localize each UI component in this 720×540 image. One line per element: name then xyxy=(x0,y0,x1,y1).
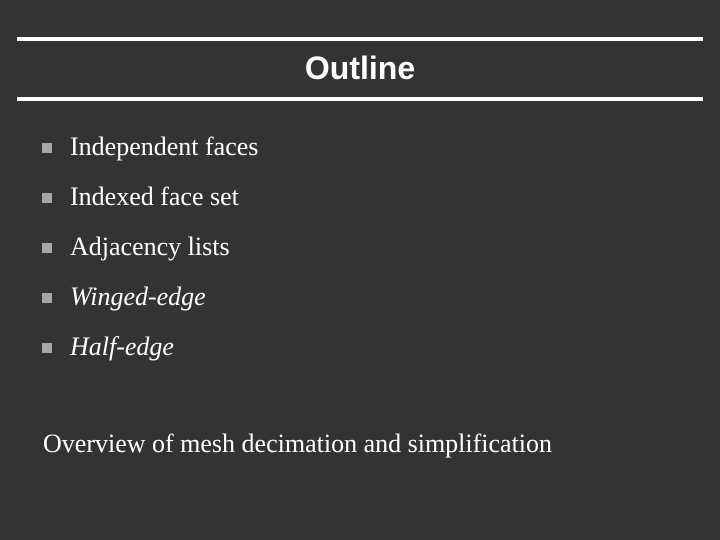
bullet-item xyxy=(42,322,258,372)
bullet-item xyxy=(42,222,258,272)
bullet-text: Independent faces xyxy=(70,132,259,161)
bullet-list xyxy=(42,122,258,372)
slide-title: Outline xyxy=(304,50,416,86)
square-bullet-icon xyxy=(42,243,52,253)
square-bullet-icon xyxy=(42,343,52,353)
bullet-text: Adjacency lists xyxy=(70,232,230,261)
bullet-text: Half-edge xyxy=(70,332,174,361)
bullet-item xyxy=(42,172,258,222)
square-bullet-icon xyxy=(42,193,52,203)
bullet-text: Winged-edge xyxy=(70,282,206,311)
bullet-item xyxy=(42,122,258,172)
square-bullet-icon xyxy=(42,143,52,153)
bullet-text: Indexed face set xyxy=(70,182,239,211)
square-bullet-icon xyxy=(42,293,52,303)
title-bottom-rule xyxy=(17,97,703,101)
slide-footer-text: Overview of mesh decimation and simplification xyxy=(43,429,553,458)
bullet-item xyxy=(42,272,258,322)
title-top-rule xyxy=(17,37,703,41)
